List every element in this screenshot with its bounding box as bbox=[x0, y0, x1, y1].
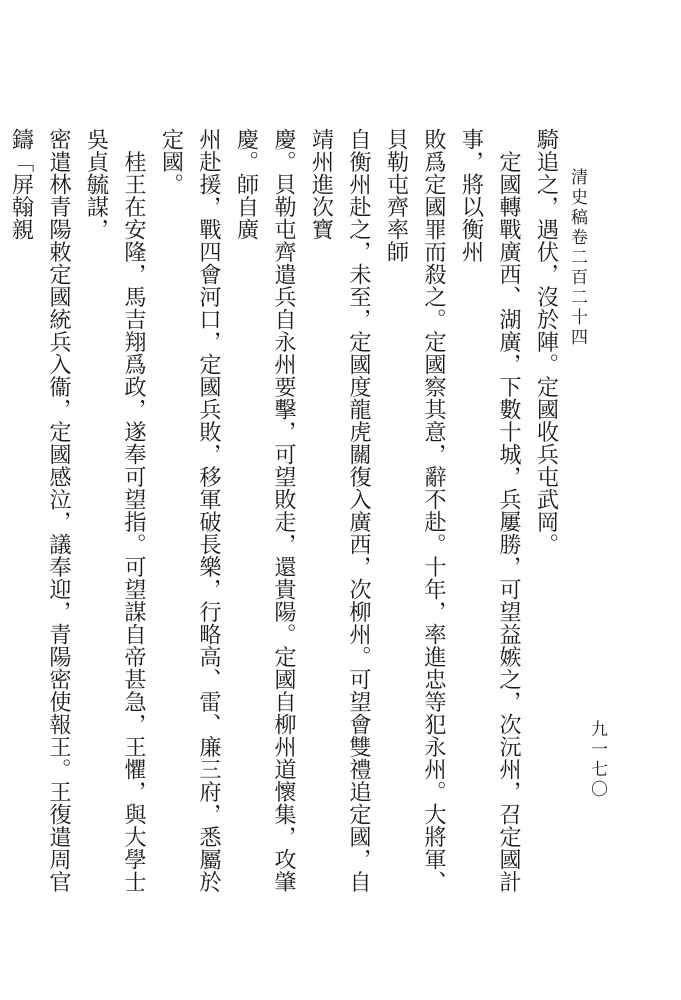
text-column: 定國轉戰廣西、湖廣，下數十城，兵屢勝，可望益嫉之，次沅州，召定國計事，將以衡州 bbox=[458, 128, 522, 893]
text-column bbox=[0, 128, 2, 908]
text-column: 州赴援，戰四會河口，定國兵敗，移軍破長樂，行略高、雷、廉三府，悉屬於定國。 bbox=[158, 128, 222, 893]
text-column: 騎追之，遇伏，沒於陣。定國收兵屯武岡。 bbox=[533, 128, 559, 556]
text-column: 桂王在安隆，馬吉翔爲政，遂奉可望指。可望謀自帝甚急，王懼，與大學士吳貞毓謀， bbox=[83, 128, 147, 893]
main-text-body bbox=[8, 128, 564, 908]
running-header-title: 清史稿卷二百二十四 bbox=[567, 168, 587, 348]
page-number: 九一七〇 bbox=[587, 720, 607, 800]
text-column: 密遣林青陽敕定國統兵入衞，定國感泣，議奉迎，青陽密使報王。王復遣周官鑄「屏翰親 bbox=[8, 128, 72, 893]
text-column: 自衡州赴之，未至，定國度龍虎關復入廣西，次柳州。可望會雙禮追定國，自靖州進次寶 bbox=[308, 128, 372, 893]
text-column: 敗爲定國罪而殺之。定國察其意，辭不赴。十年，率進忠等犯永州。大將軍、貝勒屯齊率師 bbox=[383, 128, 447, 893]
text-column: 慶。貝勒屯齊遣兵自永州要擊，可望敗走，還貴陽。定國自柳州道懷集，攻肇慶。師自廣 bbox=[233, 128, 297, 893]
